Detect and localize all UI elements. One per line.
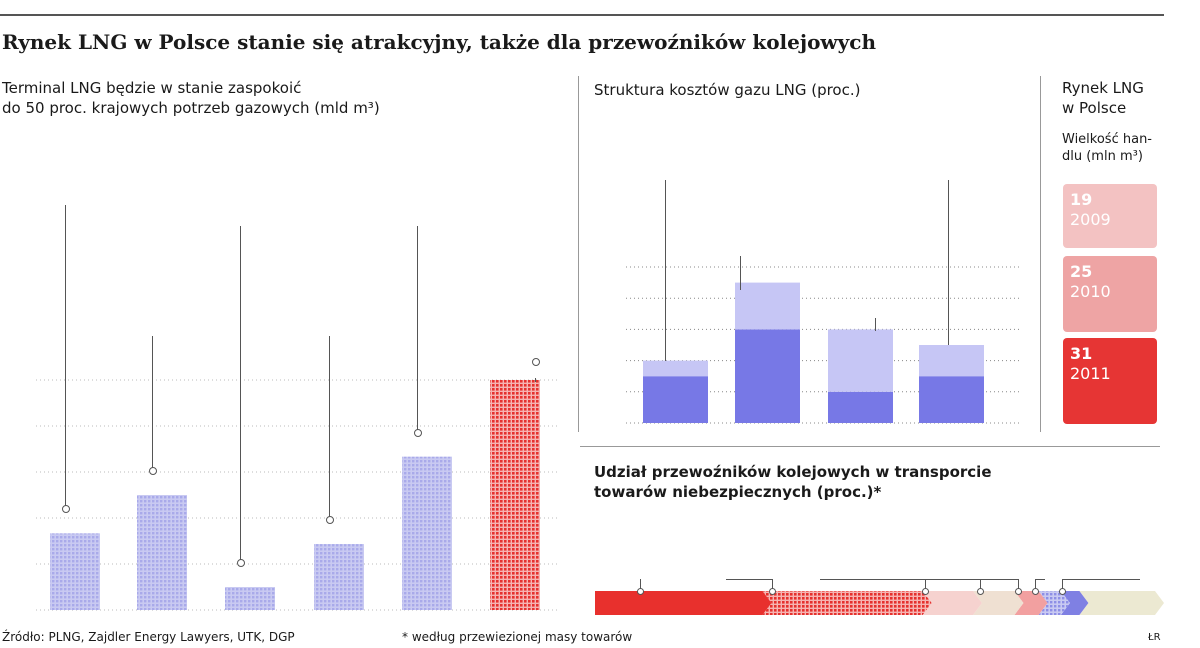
leader-line	[65, 205, 66, 509]
left-chart-title-line2: do 50 proc. krajowych potrzeb gazowych (mld m³)	[2, 99, 380, 117]
cost-bar-range	[919, 345, 984, 376]
rail-connector-dot	[769, 588, 776, 595]
rail-share-segment	[595, 591, 771, 615]
market-2011-year: 2011	[1070, 364, 1111, 383]
divider-right	[1040, 76, 1041, 432]
supply-bar	[314, 544, 364, 610]
supply-bar	[225, 587, 275, 610]
market-title-line1: Rynek LNG	[1062, 79, 1144, 97]
cost-bar-min	[919, 376, 984, 423]
rail-connector	[890, 579, 980, 580]
supply-bar-chart	[0, 360, 570, 620]
top-rule	[0, 14, 1164, 16]
market-2009-value: 19	[1070, 190, 1093, 209]
rail-connector	[970, 579, 1018, 580]
leader-line	[329, 336, 330, 520]
rail-connector-dot	[1015, 588, 1022, 595]
footnote: * według przewiezionej masy towarów	[402, 630, 633, 644]
supply-bar	[490, 380, 540, 610]
leader-line	[152, 336, 153, 471]
supply-bar	[137, 495, 187, 610]
leader-line	[535, 378, 536, 382]
rail-title-line2: towarów niebezpiecznych (proc.)*	[594, 483, 882, 501]
leader-line	[240, 226, 241, 563]
divider-bottom	[580, 446, 1160, 447]
rail-share-bar	[590, 585, 1170, 621]
market-title-line2: w Polsce	[1062, 99, 1127, 117]
leader-dot	[414, 429, 422, 437]
cost-bar-range	[828, 329, 893, 391]
rail-share-segment	[762, 591, 931, 615]
cost-leader-line	[665, 180, 666, 361]
rail-connector-dot	[637, 588, 644, 595]
rail-share-segment	[1079, 591, 1164, 615]
market-subtitle-line1: Wielkość han-	[1062, 132, 1152, 147]
rail-title-line1: Udział przewoźników kolejowych w transporcie	[594, 463, 992, 481]
cost-chart-title: Struktura kosztów gazu LNG (proc.)	[594, 81, 861, 99]
supply-bar	[50, 533, 100, 610]
rail-connector	[1035, 579, 1045, 580]
main-title: Rynek LNG w Polsce stanie się atrakcyjny, także dla przewoźników kolejowych	[2, 30, 876, 54]
left-chart-title-line1: Terminal LNG będzie w stanie zaspokoić	[2, 79, 302, 97]
market-2011-value: 31	[1070, 344, 1093, 363]
cost-bar-range	[735, 283, 800, 330]
rail-connector-dot	[1032, 588, 1039, 595]
market-2010-year: 2010	[1070, 282, 1111, 301]
market-2010-value: 25	[1070, 262, 1093, 281]
cost-bar-range	[643, 361, 708, 377]
rail-connector	[1062, 579, 1140, 580]
cost-leader-line	[740, 256, 741, 290]
market-2009-year: 2009	[1070, 210, 1111, 229]
cost-leader-line	[875, 318, 876, 331]
rail-connector-dot	[977, 588, 984, 595]
source-note: Źródło: PLNG, Zajdler Energy Lawyers, UTK, DGP	[2, 630, 295, 644]
cost-structure-chart	[580, 255, 1040, 430]
cost-bar-min	[643, 376, 708, 423]
rail-connector	[726, 579, 772, 580]
divider-left	[578, 76, 579, 432]
cost-bar-min	[828, 392, 893, 423]
author-sign: ŁR	[1148, 632, 1161, 643]
leader-dot	[326, 516, 334, 524]
leader-dot	[532, 358, 540, 366]
leader-dot	[237, 559, 245, 567]
supply-bar	[402, 457, 452, 610]
leader-line	[417, 226, 418, 433]
cost-leader-line	[948, 180, 949, 345]
leader-dot	[149, 467, 157, 475]
market-subtitle-line2: dlu (mln m³)	[1062, 149, 1143, 164]
leader-dot	[62, 505, 70, 513]
rail-connector-dot	[922, 588, 929, 595]
cost-bar-min	[735, 329, 800, 423]
rail-connector-dot	[1059, 588, 1066, 595]
